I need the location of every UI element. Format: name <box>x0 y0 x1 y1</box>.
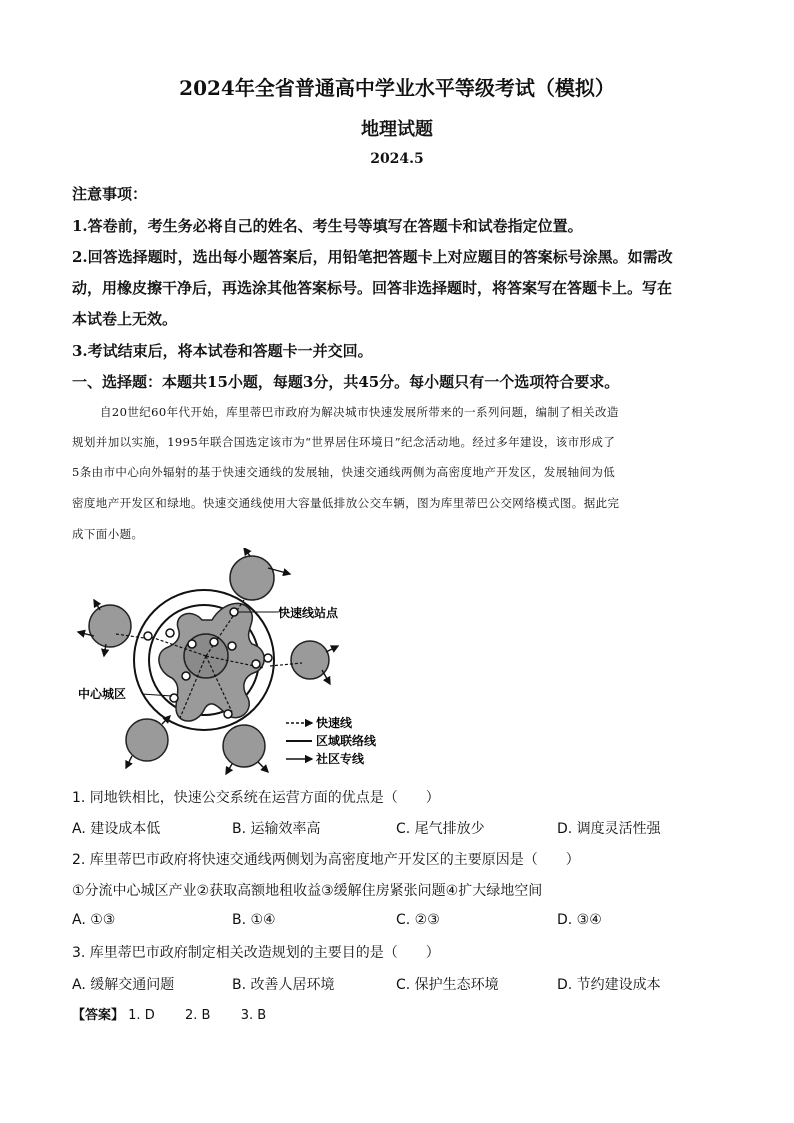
notes-item-2-line-2: 动，用橡皮擦干净后，再选涂其他答案标号。回答非选择题时，将答案写在答题卡上。写在 <box>72 279 673 297</box>
satellite-south <box>223 725 265 767</box>
section-heading: 一、选择题：本题共15小题，每题3分，共45分。每小题只有一个选项符合要求。 <box>72 373 620 391</box>
notes-item-3: 3.考试结束后，将本试卷和答题卡一并交回。 <box>72 342 373 360</box>
answer-tag: 【答案】 <box>72 1008 125 1023</box>
passage-line-3: 5条由市中心向外辐射的基于快速交通线的发展轴，快速交通线两侧为高密度地产开发区，发展轴间为低 <box>72 465 616 479</box>
legend-regional: 区域联络线 <box>316 734 377 748</box>
question-3-option-b: B. 改善人居环境 <box>232 977 335 993</box>
satellite-north <box>230 556 274 600</box>
answer-line <box>72 1004 266 1023</box>
center-leader <box>142 694 172 696</box>
passage-line-5: 成下面小题。 <box>72 527 144 541</box>
passage-line-2: 规划并加以实施，1995年联合国选定该市为“世界居住环境日”纪念活动地。经过多年建设，该市形成了 <box>72 435 616 449</box>
notes-item-2-line-1: 2.回答选择题时，选出每小题答案后，用铅笔把答题卡上对应题目的答案标号涂黑。如需改 <box>72 248 673 266</box>
question-1-stem: 1. 同地铁相比，快速公交系统在运营方面的优点是（ ） <box>72 790 440 806</box>
legend-community: 社区专线 <box>316 752 365 766</box>
notes-item-1: 1.答卷前，考生务必将自己的姓名、考生号等填写在答题卡和试卷指定位置。 <box>72 217 583 235</box>
question-3-option-d: D. 节约建设成本 <box>557 977 661 993</box>
passage-line-4: 密度地产开发区和绿地。快速交通线使用大容量低排放公交车辆，图为库里蒂巴公交网络模式图。据此完 <box>72 496 620 510</box>
notes-heading: 注意事项： <box>72 185 148 203</box>
question-1-option-d: D. 调度灵活性强 <box>557 821 661 837</box>
satellite-southwest <box>126 719 168 761</box>
question-3-stem: 3. 库里蒂巴市政府制定相关改造规划的主要目的是（ ） <box>72 945 440 961</box>
bus-network-diagram <box>72 548 392 776</box>
answer-1: 1. D <box>128 1008 155 1023</box>
question-3-option-c: C. 保护生态环境 <box>396 977 499 993</box>
answer-3: 3. B <box>240 1008 267 1023</box>
question-2-statements: ①分流中心城区产业②获取高额地租收益③缓解住房紧张问题④扩大绿地空间 <box>72 883 543 899</box>
question-1-option-c: C. 尾气排放少 <box>396 821 485 837</box>
question-2-option-d: D. ③④ <box>557 912 602 928</box>
question-1-option-a: A. 建设成本低 <box>72 821 161 837</box>
exam-subject: 地理试题 <box>361 119 433 140</box>
notes-item-2-line-3: 本试卷上无效。 <box>72 310 178 328</box>
legend-express: 快速线 <box>316 716 353 730</box>
question-2-option-a: A. ①③ <box>72 912 116 928</box>
question-1-option-b: B. 运输效率高 <box>232 821 321 837</box>
question-3-option-a: A. 缓解交通问题 <box>72 977 175 993</box>
answer-2: 2. B <box>184 1008 211 1023</box>
question-2-stem: 2. 库里蒂巴市政府将快速交通线两侧划为高密度地产开发区的主要原因是（ ） <box>72 852 580 868</box>
question-2-option-c: C. ②③ <box>396 912 440 928</box>
question-2-option-b: B. ①④ <box>232 912 276 928</box>
passage-line-1: 自20世纪60年代开始，库里蒂巴市政府为解决城市快速发展所带来的一系列问题，编制了相关改造 <box>100 405 619 419</box>
label-center: 中心城区 <box>78 687 127 701</box>
legend <box>286 715 377 766</box>
exam-date: 2024.5 <box>370 151 424 167</box>
satellite-west <box>89 605 131 647</box>
label-station: 快速线站点 <box>278 606 339 620</box>
exam-title: 2024年全省普通高中学业水平等级考试（模拟） <box>179 76 615 100</box>
